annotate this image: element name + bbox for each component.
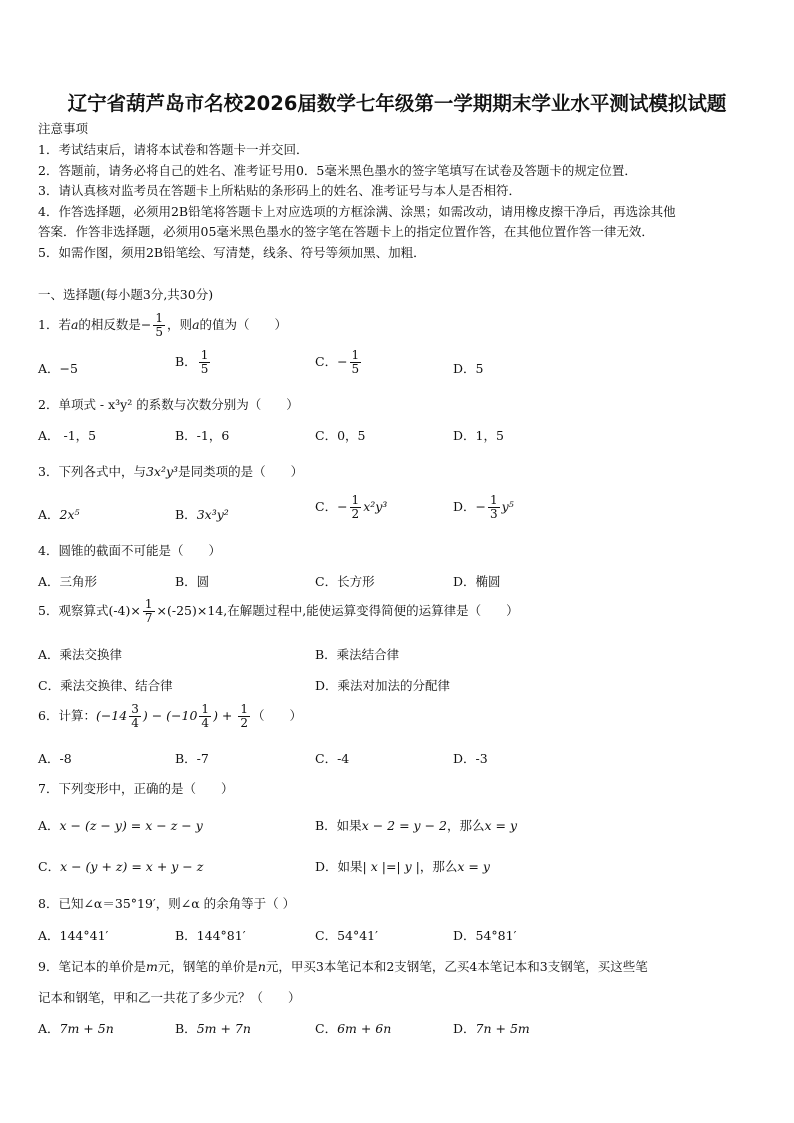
q5-option-a: A．乘法交换律 bbox=[38, 647, 123, 662]
q1-text: 1．若 bbox=[38, 317, 71, 332]
note-item: 答案．作答非选择题，必须用05毫米黑色墨水的签字笔在答题卡上的指定位置作答，在其他位置作答一律无效． bbox=[38, 224, 654, 239]
note-item: 5．如需作图，须用2B铅笔绘、写清楚，线条、符号等须加黑、加粗． bbox=[38, 245, 426, 260]
q7-option-b: B．如果x − 2 = y − 2，那么x = y bbox=[315, 818, 518, 833]
section-heading: 一、选择题(每小题3分,共30分) bbox=[38, 287, 214, 302]
question-7: 7．下列变形中，正确的是（ ） bbox=[38, 781, 234, 796]
q9-option-a: A．7m + 5n bbox=[38, 1021, 114, 1036]
q1-fraction: $\frac{1}{5}$ bbox=[155, 311, 164, 339]
note-item: 4．作答选择题，必须用2B铅笔将答题卡上对应选项的方框涂满、涂黑；如需改动，请用橡皮擦干净后，再选涂其他 bbox=[38, 204, 676, 219]
q1-option-b: B． $\frac{1}{5}$ bbox=[175, 348, 209, 376]
page-title: 辽宁省葫芦岛市名校2026届数学七年级第一学期期末学业水平测试模拟试题 bbox=[67, 92, 727, 115]
q1-text: 的相反数是 bbox=[78, 317, 141, 332]
q5-option-c: C．乘法交换律、结合律 bbox=[38, 678, 173, 693]
question-3: 3．下列各式中，与3x²y³是同类项的是（ ） bbox=[38, 464, 304, 479]
q2-option-d: D．1，5 bbox=[453, 428, 504, 443]
q7-option-c: C．x − (y + z) = x + y − z bbox=[38, 859, 204, 874]
q8-option-c: C．54°41′ bbox=[315, 928, 378, 943]
q5-option-d: D．乘法对加法的分配律 bbox=[315, 678, 451, 693]
q4-option-a: A．三角形 bbox=[38, 574, 98, 589]
q1-sign: − bbox=[140, 317, 152, 332]
notes-heading: 注意事项 bbox=[38, 121, 89, 136]
question-9: 9．笔记本的单价是m元，钢笔的单价是n元，甲买3本笔记本和2支钢笔，乙买4本笔记本和3支钢笔，买这些笔 bbox=[38, 959, 648, 974]
question-8: 8．已知∠α＝35°19′，则∠α 的余角等于（ ） bbox=[38, 896, 296, 911]
q8-option-d: D．54°81′ bbox=[453, 928, 517, 943]
question-5: 5．观察算式(-4)× $\frac{1}{7}$ ×(-25)×14,在解题过程中,能使运算变得简便的运算律是（ ） bbox=[38, 597, 519, 625]
q1-option-d: D．5 bbox=[453, 361, 484, 376]
note-item: 2．答题前，请务必将自己的姓名、准考证号用0．5毫米黑色墨水的签字笔填写在试卷及答题卡的规定位置． bbox=[38, 163, 637, 178]
q4-option-b: B．圆 bbox=[175, 574, 210, 589]
q9-option-b: B．5m + 7n bbox=[175, 1021, 251, 1036]
note-item: 1．考试结束后，请将本试卷和答题卡一并交回． bbox=[38, 142, 309, 157]
q1-var: a bbox=[192, 317, 200, 332]
q3-option-b: B．3x³y² bbox=[175, 507, 229, 522]
q1-option-a: A．−5 bbox=[38, 361, 78, 376]
note-item: 3．请认真核对监考员在答题卡上所粘贴的条形码上的姓名、准考证号与本人是否相符． bbox=[38, 183, 521, 198]
q6-option-a: A．-8 bbox=[38, 751, 72, 766]
q1-var: a bbox=[70, 317, 79, 332]
q3-option-a: A．2x⁵ bbox=[38, 507, 80, 522]
question-2: 2．单项式 - x³y² 的系数与次数分别为（ ） bbox=[38, 397, 299, 412]
question-6: 6．计算：(−14 $\frac{3}{4}$ ) − (−10 $\frac{1}{4}$ ) + $\frac{1}{2}$ （ ） bbox=[38, 702, 303, 730]
q8-option-b: B．144°81′ bbox=[175, 928, 246, 943]
q6-option-c: C．-4 bbox=[315, 751, 350, 766]
q7-option-a: A．x − (z − y) = x − z − y bbox=[38, 818, 203, 833]
q8-option-a: A．144°41′ bbox=[38, 928, 109, 943]
q4-option-c: C．长方形 bbox=[315, 574, 375, 589]
question-4: 4．圆锥的截面不可能是（ ） bbox=[38, 543, 221, 558]
question-1 bbox=[38, 312, 287, 339]
q4-option-d: D．椭圆 bbox=[453, 574, 501, 589]
q1-text: ，则 bbox=[167, 317, 193, 332]
q6-option-b: B．-7 bbox=[175, 751, 209, 766]
q2-option-a: A． -1，5 bbox=[38, 428, 97, 443]
q1-option-c: C．− $\frac{1}{5}$ bbox=[315, 348, 360, 376]
q3-option-c: C．− $\frac{1}{2}$ x²y³ bbox=[315, 493, 388, 521]
question-9-cont: 记本和钢笔，甲和乙一共花了多少元？（ ） bbox=[38, 990, 301, 1005]
q5-option-b: B．乘法结合律 bbox=[315, 647, 400, 662]
q2-option-c: C．0，5 bbox=[315, 428, 366, 443]
q2-option-b: B．-1，6 bbox=[175, 428, 230, 443]
q6-option-d: D．-3 bbox=[453, 751, 488, 766]
q7-option-d: D．如果| x |=| y |，那么x = y bbox=[315, 859, 490, 874]
q3-option-d: D．− $\frac{1}{3}$ y⁵ bbox=[453, 493, 514, 521]
q9-option-d: D．7n + 5m bbox=[453, 1021, 530, 1036]
q9-option-c: C．6m + 6n bbox=[315, 1021, 392, 1036]
q1-text: 的值为（ ） bbox=[199, 317, 288, 332]
